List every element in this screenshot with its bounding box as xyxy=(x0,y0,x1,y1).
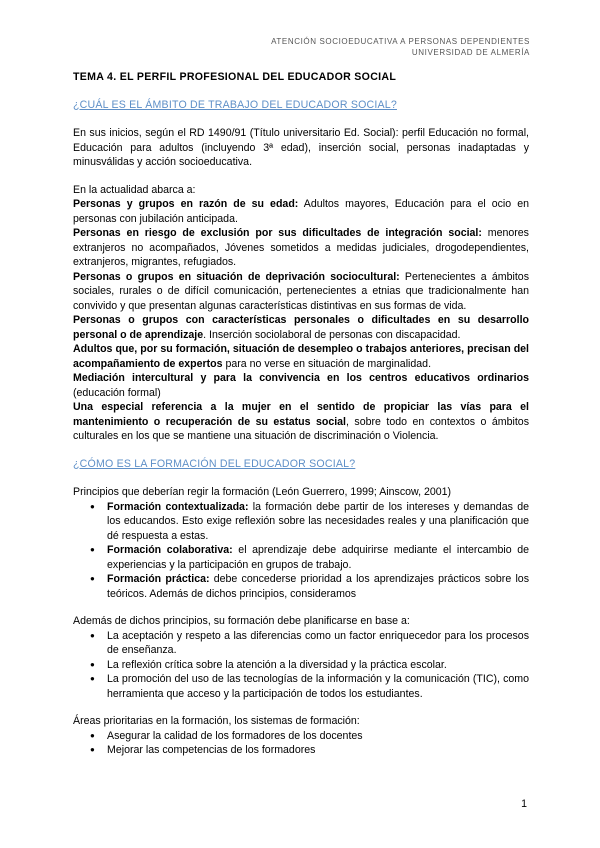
scope-item-title: Adultos que, por su formación, situación de desempleo o trabajos anteriores, precisan del acompañamiento de expertos xyxy=(73,343,529,370)
list-item xyxy=(107,500,529,544)
scope-item-text: Adultos mayores, Educación para el ocio en personas con jubilación anticipada. xyxy=(73,198,529,225)
scope-item-title: Personas y grupos en razón de su edad: xyxy=(73,198,299,210)
principle-title: Formación colaborativa: xyxy=(107,544,233,556)
scope-item xyxy=(73,342,529,371)
scope-item xyxy=(73,270,529,314)
scope-item-title: Personas en riesgo de exclusión por sus dificultades de integración social: xyxy=(73,227,482,239)
scope-item-title: Una especial referencia a la mujer en el sentido de propiciar las vías para el mantenimiento o recuperación de su estatus social xyxy=(73,401,529,428)
scope-item xyxy=(73,197,529,226)
document-body xyxy=(73,70,529,758)
list-item: ● Asegurar la calidad de los formadores de los docentes xyxy=(107,729,529,744)
scope-item-title: Mediación intercultural y para la convivencia en los centros educativos ordinarios xyxy=(73,372,529,384)
principles-list xyxy=(73,500,529,602)
principle-text: la formación debe partir de los intereses y demandas de los educandos. Esto exige reflexión sobre las necesidades reales y una planificación que dé respuesta a estas. xyxy=(107,500,529,542)
areas-list xyxy=(73,729,529,758)
page-header xyxy=(271,36,530,58)
document-title: TEMA 4. EL PERFIL PROFESIONAL DEL EDUCADOR SOCIAL xyxy=(73,71,397,83)
list-item: ● La reflexión crítica sobre la atención a la diversidad y la práctica escolar. xyxy=(107,658,529,673)
scope-item-text: (educación formal) xyxy=(73,386,161,399)
section-heading-ambito: ¿CUÁL ES EL ÁMBITO DE TRABAJO DEL EDUCADOR SOCIAL? xyxy=(73,98,397,111)
scope-item-title: Personas o grupos con características personales o dificultades en su desarrollo personal o de aprendizaje xyxy=(73,314,529,341)
header-course: ATENCIÓN SOCIOEDUCATIVA A PERSONAS DEPENDIENTES xyxy=(271,37,530,46)
list-item: ● Mejorar las competencias de los formadores xyxy=(107,743,529,758)
scope-item xyxy=(73,313,529,342)
list-item xyxy=(107,543,529,572)
scope-item-text: . Inserción sociolaboral de personas con discapacidad. xyxy=(203,328,461,341)
scope-item xyxy=(73,371,529,400)
intro-paragraph: En sus inicios, según el RD 1490/91 (Título universitario Ed. Social): perfil Educación no formal, Educación para adultos (incluyendo 3ª edad), inserción social, personas inadaptadas y minusválidas y acción socioeducativa. xyxy=(73,127,529,168)
principle-text: el aprendizaje debe adquirirse mediante el intercambio de experiencias y la participación en grupos de trabajo. xyxy=(107,544,529,571)
areas-lead: Áreas prioritarias en la formación, los sistemas de formación: xyxy=(73,715,360,727)
scope-item-text: menores extranjeros no acompañados, Jóvenes sometidos a medidas judiciales, drogodependientes, extranjeros, migrantes, refugiados. xyxy=(73,227,529,268)
plan-list xyxy=(73,629,529,702)
page-number: 1 xyxy=(521,798,527,810)
list-item: ● La promoción del uso de las tecnologías de la información y la comunicación (TIC), como herramienta que acceso y la participación de todos los estudiantes. xyxy=(107,672,529,701)
scope-item-title: Personas o grupos en situación de deprivación sociocultural: xyxy=(73,270,400,283)
scope-item-text: , sobre todo en contextos o ámbitos culturales en los que se mantiene una situación de discriminación o Violencia. xyxy=(73,415,529,442)
section-heading-formacion: ¿CÓMO ES LA FORMACIÓN DEL EDUCADOR SOCIAL? xyxy=(73,457,356,470)
scope-item xyxy=(73,226,529,270)
header-university: UNIVERSIDAD DE ALMERÍA xyxy=(411,48,530,57)
principles-lead: Principios que deberían regir la formación (León Guerrero, 1999; Ainscow, 2001) xyxy=(73,486,452,498)
scope-item-text: para no verse en situación de marginalidad. xyxy=(222,357,432,370)
scope-item xyxy=(73,400,529,444)
principle-text: debe concederse prioridad a los aprendizajes prácticos sobre los teóricos. Además de dichos principios, consideramos xyxy=(107,573,529,600)
list-item: ● La aceptación y respeto a las diferencias como un factor enriquecedor para los procesos de enseñanza. xyxy=(107,629,529,658)
current-scope-lead: En la actualidad abarca a: xyxy=(73,183,196,196)
scope-item-text: Pertenecientes a ámbitos sociales, rurales o de difícil comunicación, pertenecientes a etnias que tradicionalmente han convivido y que presentan algunas características distintivas en sus formas de vida. xyxy=(73,270,529,312)
principle-title: Formación práctica: xyxy=(107,573,210,585)
list-item xyxy=(107,572,529,601)
plan-lead: Además de dichos principios, su formación debe planificarse en base a: xyxy=(73,615,410,627)
principle-title: Formación contextualizada: xyxy=(107,500,249,513)
